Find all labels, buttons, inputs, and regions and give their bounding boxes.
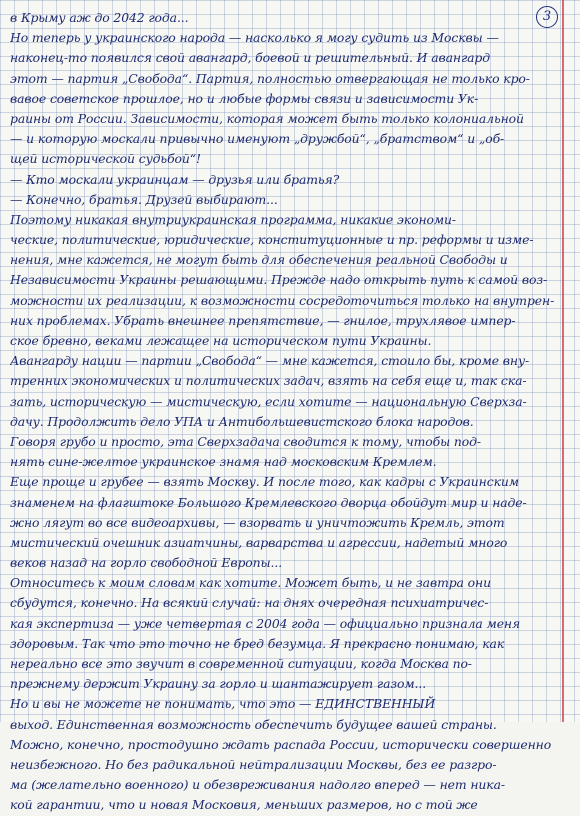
text-line: Относитесь к моим словам как хотите. Может быть, и не завтра они [10,575,491,591]
text-line: здоровым. Так что это точно не бред безумца. Я прекрасно понимаю, как [10,635,505,651]
text-line: мистический очешник азиатчины, варварства и агрессии, надетый много [10,534,508,550]
text-line: жно лягут во все видеоархивы, — взорвать и уничтожить Кремль, этот [10,514,505,530]
text-line: щей исторической судьбой“! [10,151,201,167]
text-line: вавое советское прошлое, но и любые формы связи и зависимости Ук- [10,90,479,106]
text-line: Но теперь у украинского народа — насколько я могу судить из Москвы — [10,30,499,46]
text-line: выход. Единственная возможность обеспечить будущее вашей страны. [10,716,497,732]
text-line: — и которую москали привычно именуют „дружбой“, „братством“ и „об- [10,131,505,147]
text-line: зать, историческую — мистическую, если хотите — национальную Сверхза- [10,393,527,409]
text-line: ма (желательно военного) и обезвреживания надолго вперед — нет ника- [10,777,505,793]
text-line: нереально все это звучит в современной ситуации, когда Москва по- [10,656,472,671]
text-line: дачу. Продолжить дело УПА и Антибольшевистского блока народов. [10,413,474,429]
text-line: неизбежного. Но без радикальной нейтрализации Москвы, без ее разгро- [10,756,497,772]
text-line: можности их реализации, к возможности сосредоточиться только на внутрен- [10,292,555,308]
text-line: — Кто москали украинцам — друзья или братья? [10,171,340,187]
page-number: 3 [536,6,558,28]
margin-line [562,0,564,722]
text-line: кая экспертиза — уже четвертая с 2004 года — официально признала меня [10,615,521,631]
text-line: Но и вы не можете не понимать, что это — ЕДИНСТВЕННЫЙ [10,696,436,712]
text-line: этот — партия „Свобода“. Партия, полностью отвергающая не только кро- [10,70,530,86]
text-line: в Крыму аж до 2042 года... [10,10,189,25]
text-line: них проблемах. Убрать внешнее препятствие, — гнилое, трухлявое импер- [10,312,516,328]
text-line: сбудутся, конечно. На всякий случай: на днях очередная психиатричес- [10,595,489,611]
text-line: веков назад на горло свободной Европы... [10,555,283,571]
text-line: Говоря грубо и просто, эта Сверхзадача сводится к тому, чтобы под- [10,433,481,449]
text-line: Независимости Украины решающими. Прежде надо открыть путь к самой воз- [10,272,548,288]
handwritten-text [10,8,562,816]
text-line: знаменем на флагштоке Большого Кремлевского дворца обойдут мир и наде- [10,494,527,510]
text-line: нять сине-желтое украинское знамя над московским Кремлем. [10,454,437,470]
text-line: ческие, политические, юридические, конституционные и пр. реформы и изме- [10,232,534,248]
text-line: Поэтому никакая внутриукраинская программа, никакие экономи- [10,211,457,227]
text-line: Еще проще и грубее — взять Москву. И после того, как кадры с Украинским [10,474,519,490]
text-line: прежнему держит Украину за горло и шантажирует газом... [10,676,427,692]
text-line: тренних экономических и политических задач, взять на себя еще и, так ска- [10,373,527,389]
text-line: ское бревно, веками лежащее на историческом пути Украины. [10,333,432,348]
text-line: кой гарантии, что и новая Московия, меньших размеров, но с той же [10,797,478,813]
text-line: Можно, конечно, простодушно ждать распада России, исторически совершенно [10,736,552,752]
text-line: нения, мне кажется, не могут быть для обеспечения реальной Свободы и [10,252,508,268]
text-line: — Конечно, братья. Друзей выбирают... [10,191,278,207]
text-line: раины от России. Зависимости, которая может быть только колониальной [10,110,524,126]
text-line: Авангарду нации — партии „Свобода“ — мне кажется, стоило бы, кроме вну- [10,353,530,369]
text-line: наконец-то появился свой авангард, боевой и решительный. И авангард [10,50,490,66]
